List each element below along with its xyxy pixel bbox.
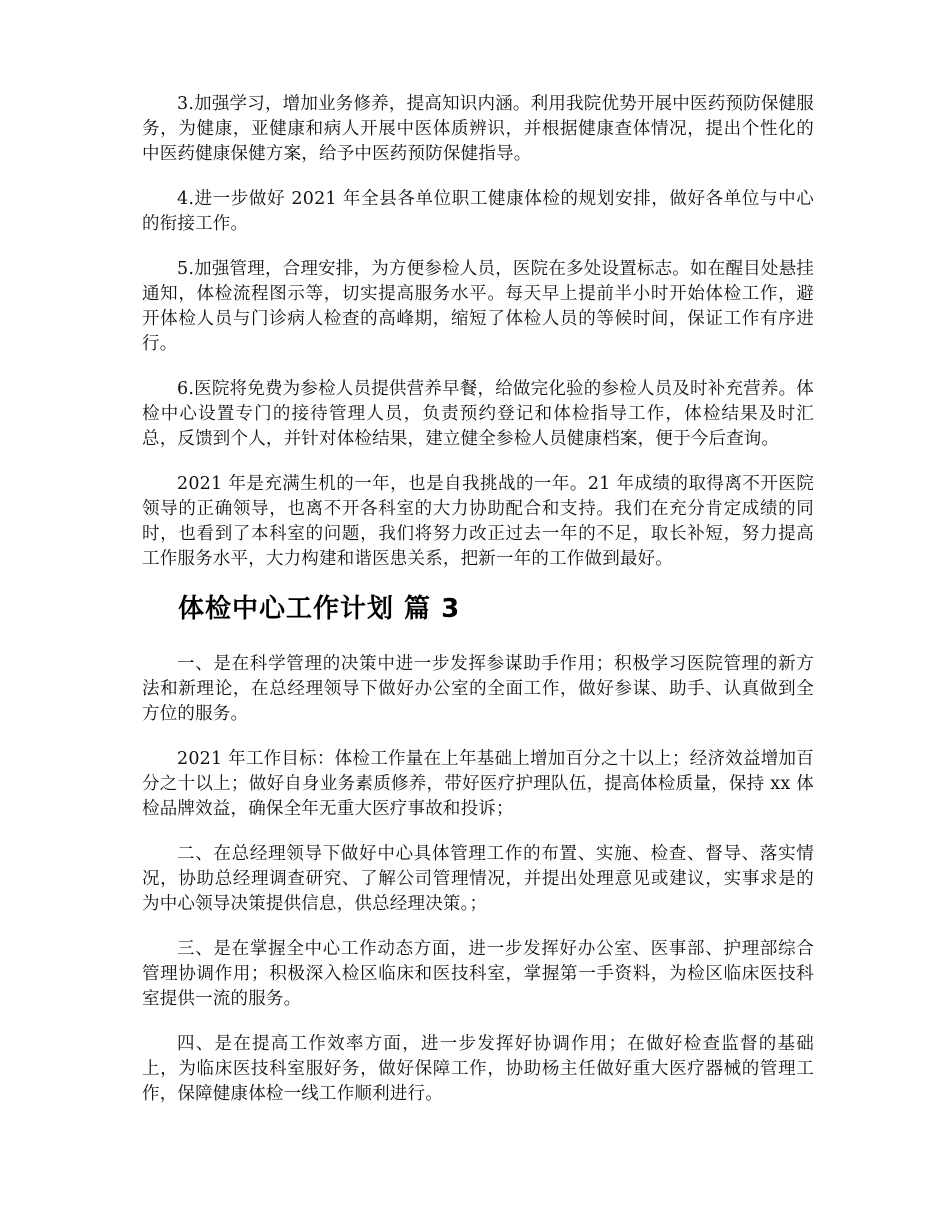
paragraph-item-6: 6.医院将免费为参检人员提供营养早餐，给做完化验的参检人员及时补充营养。体检中心设置专门的接待管理人员，负责预约登记和体检指导工作，体检结果及时汇总，反馈到个人，并针对体检结果，建立健全参检人员健康档案，便于今后查询。 — [142, 379, 814, 449]
paragraph-point-1: 一、是在科学管理的决策中进一步发挥参谋助手作用；积极学习医院管理的新方法和新理论，在总经理领导下做好办公室的全面工作，做好参谋、助手、认真做到全方位的服务。 — [142, 654, 814, 724]
paragraph-item-4: 4.进一步做好 2021 年全县各单位职工健康体检的规划安排，做好各单位与中心的衔接工作。 — [142, 189, 814, 234]
paragraph-item-5: 5.加强管理，合理安排，为方便参检人员，医院在多处设置标志。如在醒目处悬挂通知，体检流程图示等，切实提高服务水平。每天早上提前半小时开始体检工作，避开体检人员与门诊病人检查的高峰期，缩短了体检人员的等候时间，保证工作有序进行。 — [142, 259, 814, 354]
paragraph-summary-2021: 2021 年是充满生机的一年，也是自我挑战的一年。21 年成绩的取得离不开医院领导的正确领导，也离不开各科室的大力协助配合和支持。我们在充分肯定成绩的同时，也看到了本科室的问题，我们将努力改正过去一年的不足，取长补短，努力提高工作服务水平，大力构建和谐医患关系，把新一年的工作做到最好。 — [142, 474, 814, 569]
paragraph-point-3: 三、是在掌握全中心工作动态方面，进一步发挥好办公室、医事部、护理部综合管理协调作用；积极深入检区临床和医技科室，掌握第一手资料，为检区临床医技科室提供一流的服务。 — [142, 939, 814, 1009]
paragraph-point-2: 二、在总经理领导下做好中心具体管理工作的布置、实施、检查、督导、落实情况，协助总经理调查研究、了解公司管理情况，并提出处理意见或建议，实事求是的为中心领导决策提供信息，供总经理决策。； — [142, 844, 814, 914]
paragraph-goals-2021: 2021 年工作目标：体检工作量在上年基础上增加百分之十以上；经济效益增加百分之十以上；做好自身业务素质修养，带好医疗护理队伍，提高体检质量，保持 xx 体检品牌效益，确保全年无重大医疗事故和投诉； — [142, 749, 814, 819]
paragraph-point-4: 四、是在提高工作效率方面，进一步发挥好协调作用；在做好检查监督的基础上，为临床医技科室服好务，做好保障工作，协助杨主任做好重大医疗器械的管理工作，保障健康体检一线工作顺利进行。 — [142, 1034, 814, 1104]
paragraph-item-3: 3.加强学习，增加业务修养，提高知识内涵。利用我院优势开展中医药预防保健服务，为健康，亚健康和病人开展中医体质辨识，并根据健康查体情况，提出个性化的中医药健康保健方案，给予中医药预防保健指导。 — [142, 94, 814, 164]
section-heading: 体检中心工作计划 篇 3 — [178, 594, 461, 624]
document-page — [142, 92, 814, 1127]
